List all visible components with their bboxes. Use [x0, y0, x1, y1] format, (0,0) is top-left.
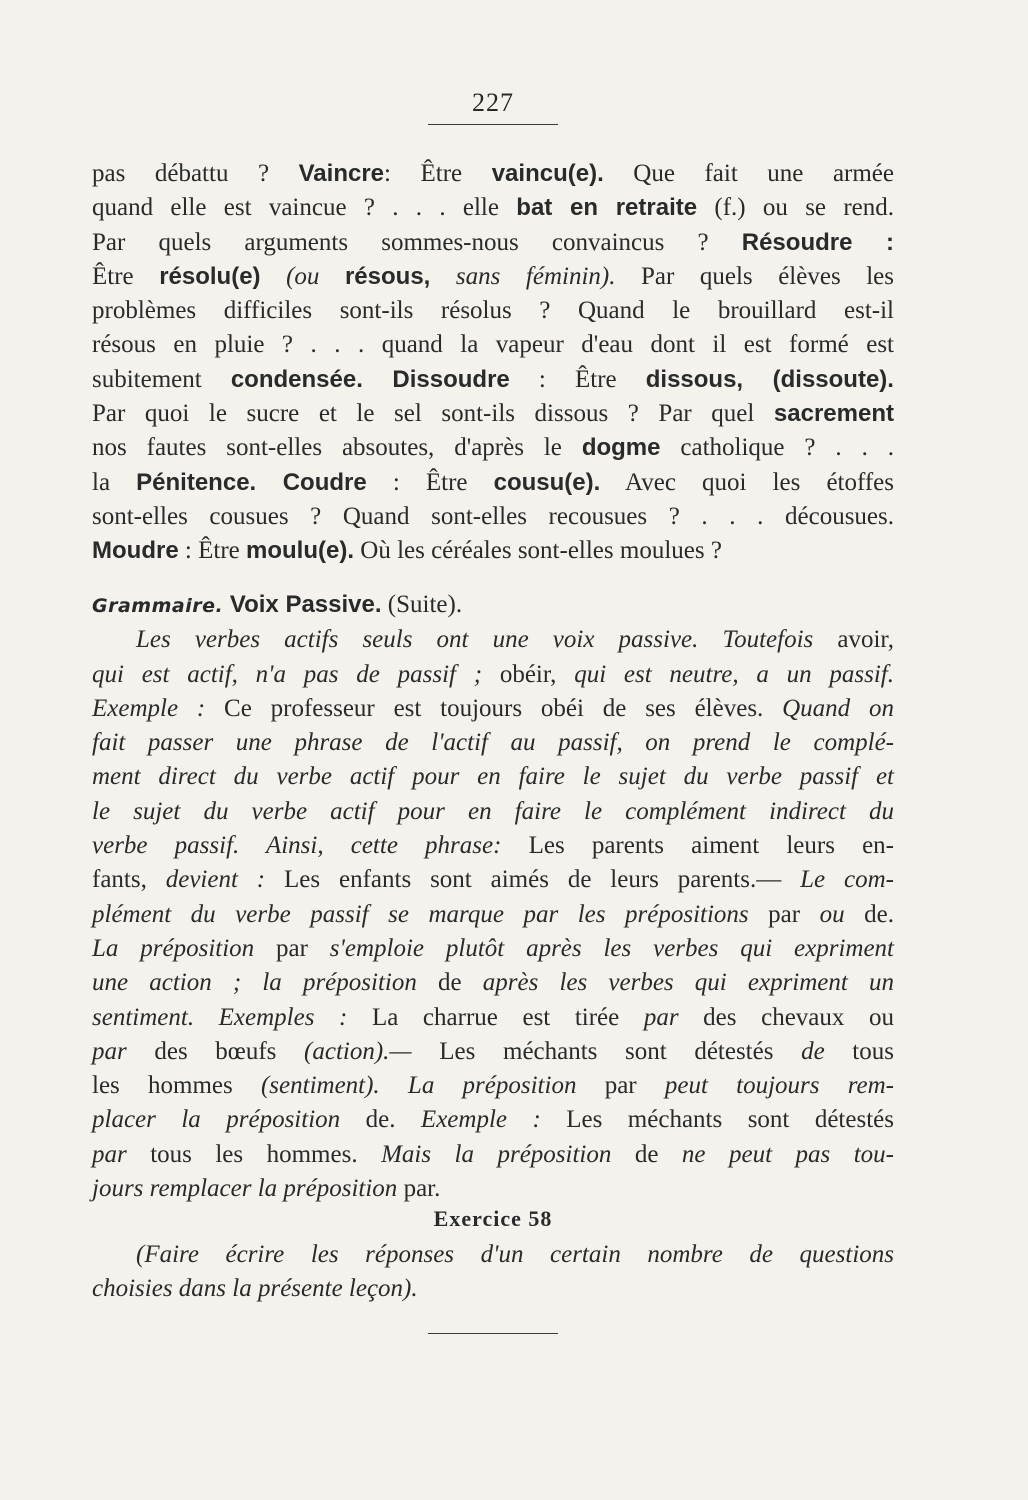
text-line: (Faire écrire les réponses d'un certain nombre de questions — [136, 1241, 894, 1268]
text-line: une action ; la préposition de après les verbes qui expriment un — [92, 969, 894, 997]
text-line: fait passer une phrase de l'actif au passif, on prend le complé- — [92, 729, 894, 757]
text-line: plément du verbe passif se marque par les prépositions par ou de. — [92, 900, 894, 928]
text-line: quand elle est vaincue ? . . . elle bat en retraite (f.) ou se rend. — [92, 194, 894, 222]
top-rule — [428, 124, 558, 125]
text-line: sont-elles cousues ? Quand sont-elles recousues ? . . . décousues. — [92, 502, 894, 530]
text-line: Par quoi le sucre et le sel sont-ils dissous ? Par quel sacrement — [92, 400, 894, 428]
text-line: fants, devient : Les enfants sont aimés de leurs parents.— Le com- — [92, 866, 894, 894]
grammar-title: Voix Passive. — [223, 591, 382, 618]
text-line: verbe passif. Ainsi, cette phrase: Les parents aiment leurs en- — [92, 832, 894, 860]
text-line: Les verbes actifs seuls ont une voix passive. Toutefois avoir, — [136, 626, 895, 654]
vocabulary-paragraph — [92, 157, 894, 569]
bottom-rule — [428, 1333, 558, 1334]
text-line: par tous les hommes. Mais la préposition de ne peut pas tou- — [92, 1140, 894, 1168]
text-line: La préposition par s'emploie plutôt après les verbes qui expriment — [92, 934, 894, 962]
text-line: résous en pluie ? . . . quand la vapeur d'eau dont il est formé est — [92, 331, 894, 359]
grammar-label: Grammaire. — [92, 595, 224, 617]
page-number: 227 — [472, 88, 514, 117]
text-line: les hommes (sentiment). La préposition par peut toujours rem- — [92, 1072, 895, 1100]
text-line: sentiment. Exemples : La charrue est tirée par des chevaux ou — [92, 1003, 894, 1031]
text-line: choisies dans la présente leçon). — [92, 1275, 418, 1303]
text-line: la Pénitence. Coudre : Être cousu(e). Avec quoi les étoffes — [92, 468, 895, 496]
text-line: le sujet du verbe actif pour en faire le complément indirect du — [92, 797, 894, 825]
grammar-heading: Grammaire. Voix Passive. (Suite). — [92, 591, 463, 618]
exercise-title: Exercice 58 — [433, 1206, 553, 1231]
text-line: problèmes difficiles sont-ils résolus ? Quand le brouillard est-il — [92, 297, 894, 325]
text-line: pas débattu ? Vaincre: Être vaincu(e). Que fait une armée — [92, 160, 894, 187]
book-page — [92, 0, 894, 1500]
text-line: Être résolu(e) (ou résous, sans féminin). Par quels élèves les — [92, 262, 894, 290]
text-line: Exemple : Ce professeur est toujours obéi de ses élèves. Quand on — [92, 694, 894, 722]
text-line: qui est actif, n'a pas de passif ; obéir, qui est neutre, a un passif. — [92, 660, 894, 688]
text-line: ment direct du verbe actif pour en faire le sujet du verbe passif et — [92, 763, 894, 791]
text-line: Moudre : Être moulu(e). Où les céréales sont-elles moulues ? — [92, 537, 722, 565]
text-line: subitement condensée. Dissoudre : Être dissous, (dissoute). — [92, 365, 894, 393]
text-line: jours remplacer la préposition par. — [92, 1175, 441, 1203]
text-line: placer la préposition de. Exemple : Les méchants sont détestés — [92, 1106, 894, 1134]
text-line: Par quels arguments sommes-nous convaincus ? Résoudre : — [92, 228, 895, 256]
exercise-instructions — [92, 1238, 894, 1307]
text-line: nos fautes sont-elles absoutes, d'après le dogme catholique ? . . . — [92, 434, 894, 462]
text-line: par des bœufs (action).— Les méchants sont détestés de tous — [92, 1037, 894, 1065]
grammar-section — [92, 588, 894, 1206]
